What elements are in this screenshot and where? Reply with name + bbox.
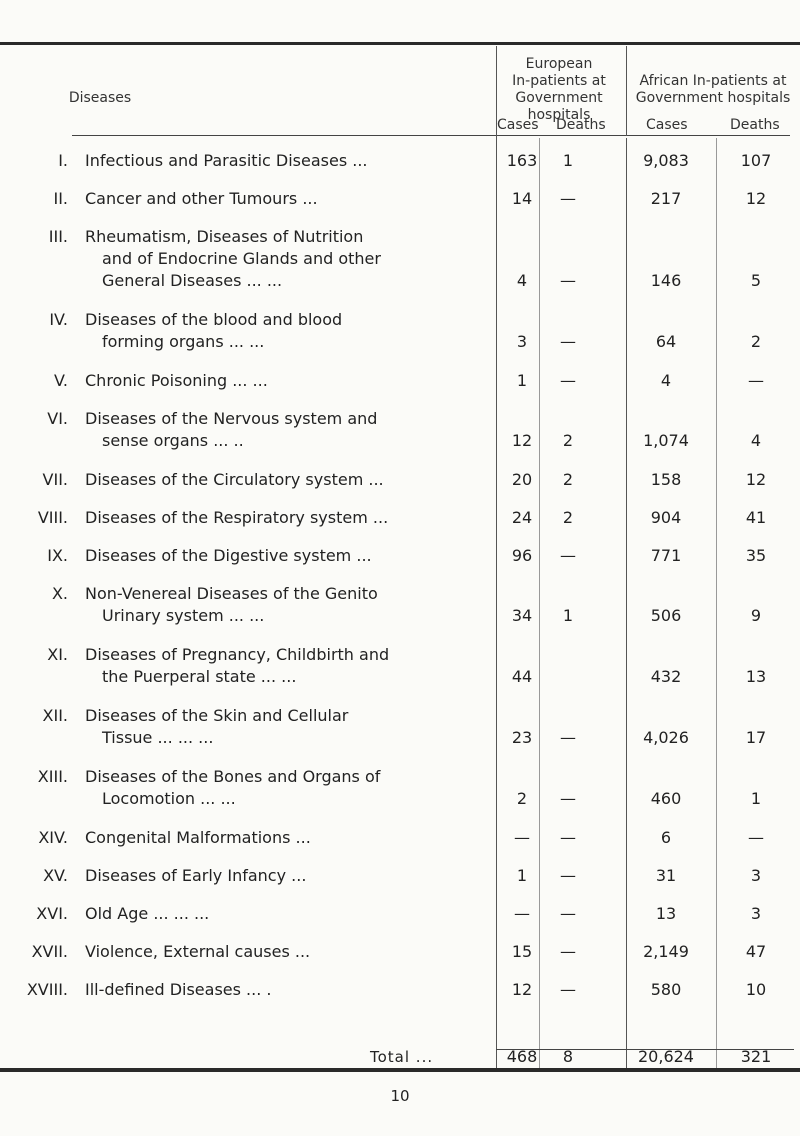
- cell-af-cases: 1,074: [643, 431, 689, 450]
- description-line: Infectious and Parasitic Diseases ...: [85, 151, 368, 170]
- header-african-line2: Government hospitals: [635, 90, 791, 106]
- header-af-deaths: Deaths: [730, 117, 780, 133]
- row-number: II.: [53, 189, 68, 208]
- cell-af-cases: 4: [660, 371, 672, 390]
- header-european-line4: hospitals: [527, 107, 591, 123]
- cell-af-cases: 460: [650, 789, 682, 808]
- header-european: [494, 56, 624, 124]
- cell-eu-cases: 44: [511, 667, 533, 686]
- header-european-line1: European: [525, 56, 593, 72]
- row-number: XVIII.: [26, 980, 68, 999]
- row-description: [85, 583, 485, 627]
- row-description: [85, 408, 485, 452]
- description-line: Non-Venereal Diseases of the Genito: [85, 584, 378, 603]
- cell-eu-deaths: —: [560, 828, 576, 847]
- cell-af-cases: 64: [655, 332, 677, 351]
- cell-af-cases: 13: [655, 904, 677, 923]
- cell-eu-cases: 24: [511, 508, 533, 527]
- cell-af-deaths: 47: [745, 942, 767, 961]
- cell-af-deaths: 3: [750, 904, 762, 923]
- total-eu-cases: 468: [506, 1047, 538, 1066]
- header-eu-deaths: Deaths: [556, 117, 606, 133]
- row-description: [85, 903, 485, 925]
- row-description: [85, 979, 485, 1001]
- cell-af-cases: 2,149: [643, 942, 689, 961]
- cell-af-cases: 771: [650, 546, 682, 565]
- description-line: Diseases of the Nervous system and: [85, 409, 378, 428]
- cell-af-cases: 904: [650, 508, 682, 527]
- row-description: [85, 644, 485, 688]
- description-line: Chronic Poisoning ... ...: [85, 371, 268, 390]
- cell-af-cases: 9,083: [643, 151, 689, 170]
- cell-af-deaths: 5: [750, 271, 762, 290]
- row-description: [85, 188, 485, 210]
- cell-eu-deaths: —: [560, 728, 576, 747]
- cell-af-cases: 6: [660, 828, 672, 847]
- cell-eu-deaths: 2: [562, 431, 574, 450]
- description-line: Diseases of the Skin and Cellular: [85, 706, 349, 725]
- description-line: Locomotion ... ...: [102, 789, 236, 808]
- cell-eu-deaths: 1: [562, 151, 574, 170]
- cell-eu-deaths: —: [560, 866, 576, 885]
- row-description: [85, 309, 485, 353]
- total-af-cases: 20,624: [638, 1047, 694, 1066]
- cell-af-cases: 217: [650, 189, 682, 208]
- description-line: Tissue ... ... ...: [102, 728, 214, 747]
- cell-eu-cases: 2: [516, 789, 528, 808]
- cell-eu-cases: 4: [516, 271, 528, 290]
- cell-af-deaths: 35: [745, 546, 767, 565]
- row-description: [85, 507, 485, 529]
- description-line: Diseases of the blood and blood: [85, 310, 343, 329]
- description-line: sense organs ... ..: [102, 431, 244, 450]
- cell-eu-cases: 23: [511, 728, 533, 747]
- row-description: [85, 705, 485, 749]
- cell-af-deaths: —: [748, 371, 764, 390]
- cell-af-cases: 432: [650, 667, 682, 686]
- cell-af-deaths: 17: [745, 728, 767, 747]
- description-line: Old Age ... ... ...: [85, 904, 210, 923]
- cell-af-cases: 158: [650, 470, 682, 489]
- header-af-cases: Cases: [646, 117, 688, 133]
- description-line: Cancer and other Tumours ...: [85, 189, 318, 208]
- cell-eu-deaths: —: [560, 904, 576, 923]
- row-number: XV.: [43, 866, 68, 885]
- header-european-line2: In-patients at: [512, 73, 606, 89]
- cell-af-deaths: 107: [740, 151, 772, 170]
- row-number: XII.: [42, 706, 68, 725]
- row-number: XIV.: [38, 828, 68, 847]
- cell-eu-deaths: —: [560, 189, 576, 208]
- description-line: Urinary system ... ...: [102, 606, 265, 625]
- header-african-line1: African In-patients at: [639, 73, 787, 89]
- cell-eu-cases: 12: [511, 431, 533, 450]
- row-number: XI.: [47, 645, 68, 664]
- cell-eu-deaths: 2: [562, 470, 574, 489]
- page-number: 10: [390, 1087, 410, 1105]
- description-line: General Diseases ... ...: [102, 271, 283, 290]
- header-eu-cases: Cases: [497, 117, 539, 133]
- row-number: XVI.: [36, 904, 68, 923]
- cell-af-cases: 4,026: [643, 728, 689, 747]
- description-line: Diseases of Pregnancy, Childbirth and: [85, 645, 390, 664]
- cell-af-deaths: 2: [750, 332, 762, 351]
- description-line: Rheumatism, Diseases of Nutrition: [85, 227, 364, 246]
- row-number: V.: [54, 371, 68, 390]
- top-rule: [0, 42, 800, 45]
- cell-af-deaths: 1: [750, 789, 762, 808]
- cell-af-cases: 146: [650, 271, 682, 290]
- row-number: XVII.: [31, 942, 68, 961]
- row-number: VIII.: [37, 508, 68, 527]
- cell-af-cases: 31: [655, 866, 677, 885]
- row-number: IX.: [47, 546, 68, 565]
- cell-eu-cases: 3: [516, 332, 528, 351]
- cell-eu-deaths: —: [560, 942, 576, 961]
- header-european-line3: Government: [515, 90, 603, 106]
- row-description: [85, 150, 485, 172]
- cell-af-deaths: 4: [750, 431, 762, 450]
- description-line: Diseases of the Digestive system ...: [85, 546, 372, 565]
- cell-eu-cases: 1: [516, 866, 528, 885]
- header-diseases: Diseases: [68, 90, 132, 106]
- cell-eu-cases: 15: [511, 942, 533, 961]
- row-number: III.: [48, 227, 68, 246]
- row-number: X.: [51, 584, 68, 603]
- cell-eu-cases: 163: [506, 151, 538, 170]
- cell-af-deaths: —: [748, 828, 764, 847]
- cell-af-deaths: 13: [745, 667, 767, 686]
- row-number: IV.: [49, 310, 68, 329]
- row-number: VI.: [47, 409, 68, 428]
- cell-af-deaths: 12: [745, 189, 767, 208]
- row-number: VII.: [42, 470, 68, 489]
- description-line: forming organs ... ...: [102, 332, 265, 351]
- description-line: Violence, External causes ...: [85, 942, 311, 961]
- cell-eu-deaths: —: [560, 980, 576, 999]
- cell-af-cases: 506: [650, 606, 682, 625]
- row-description: [85, 941, 485, 963]
- cell-eu-deaths: —: [560, 546, 576, 565]
- cell-eu-deaths: —: [560, 332, 576, 351]
- description-line: Diseases of Early Infancy ...: [85, 866, 307, 885]
- row-description: [85, 827, 485, 849]
- cell-eu-cases: 20: [511, 470, 533, 489]
- cell-eu-cases: 34: [511, 606, 533, 625]
- cell-af-deaths: 9: [750, 606, 762, 625]
- row-description: [85, 766, 485, 810]
- cell-eu-cases: 96: [511, 546, 533, 565]
- description-line: Diseases of the Circulatory system ...: [85, 470, 384, 489]
- cell-af-deaths: 12: [745, 470, 767, 489]
- column-line: [626, 46, 627, 136]
- cell-af-deaths: 3: [750, 866, 762, 885]
- row-number: XIII.: [37, 767, 68, 786]
- column-line: [716, 138, 717, 1068]
- bottom-rule: [0, 1068, 800, 1072]
- cell-eu-deaths: —: [560, 789, 576, 808]
- cell-eu-cases: 12: [511, 980, 533, 999]
- description-line: Diseases of the Respiratory system ...: [85, 508, 389, 527]
- description-line: Congenital Malformations ...: [85, 828, 311, 847]
- cell-af-deaths: 41: [745, 508, 767, 527]
- cell-eu-cases: —: [514, 828, 530, 847]
- total-eu-deaths: 8: [562, 1047, 574, 1066]
- cell-af-cases: 580: [650, 980, 682, 999]
- description-line: the Puerperal state ... ...: [102, 667, 297, 686]
- cell-eu-deaths: —: [560, 271, 576, 290]
- row-description: [85, 226, 485, 292]
- cell-eu-cases: —: [514, 904, 530, 923]
- total-label: Total ...: [370, 1048, 434, 1066]
- row-number: I.: [58, 151, 68, 170]
- row-description: [85, 545, 485, 567]
- total-af-deaths: 321: [740, 1047, 772, 1066]
- cell-eu-deaths: 1: [562, 606, 574, 625]
- header-rule: [72, 135, 790, 136]
- header-african: [628, 73, 798, 107]
- cell-eu-cases: 1: [516, 371, 528, 390]
- description-line: Diseases of the Bones and Organs of: [85, 767, 381, 786]
- description-line: Ill-defined Diseases ... .: [85, 980, 272, 999]
- row-description: [85, 370, 485, 392]
- row-description: [85, 469, 485, 491]
- cell-eu-cases: 14: [511, 189, 533, 208]
- description-line: and of Endocrine Glands and other: [102, 249, 381, 268]
- cell-eu-deaths: 2: [562, 508, 574, 527]
- row-description: [85, 865, 485, 887]
- cell-eu-deaths: —: [560, 371, 576, 390]
- cell-af-deaths: 10: [745, 980, 767, 999]
